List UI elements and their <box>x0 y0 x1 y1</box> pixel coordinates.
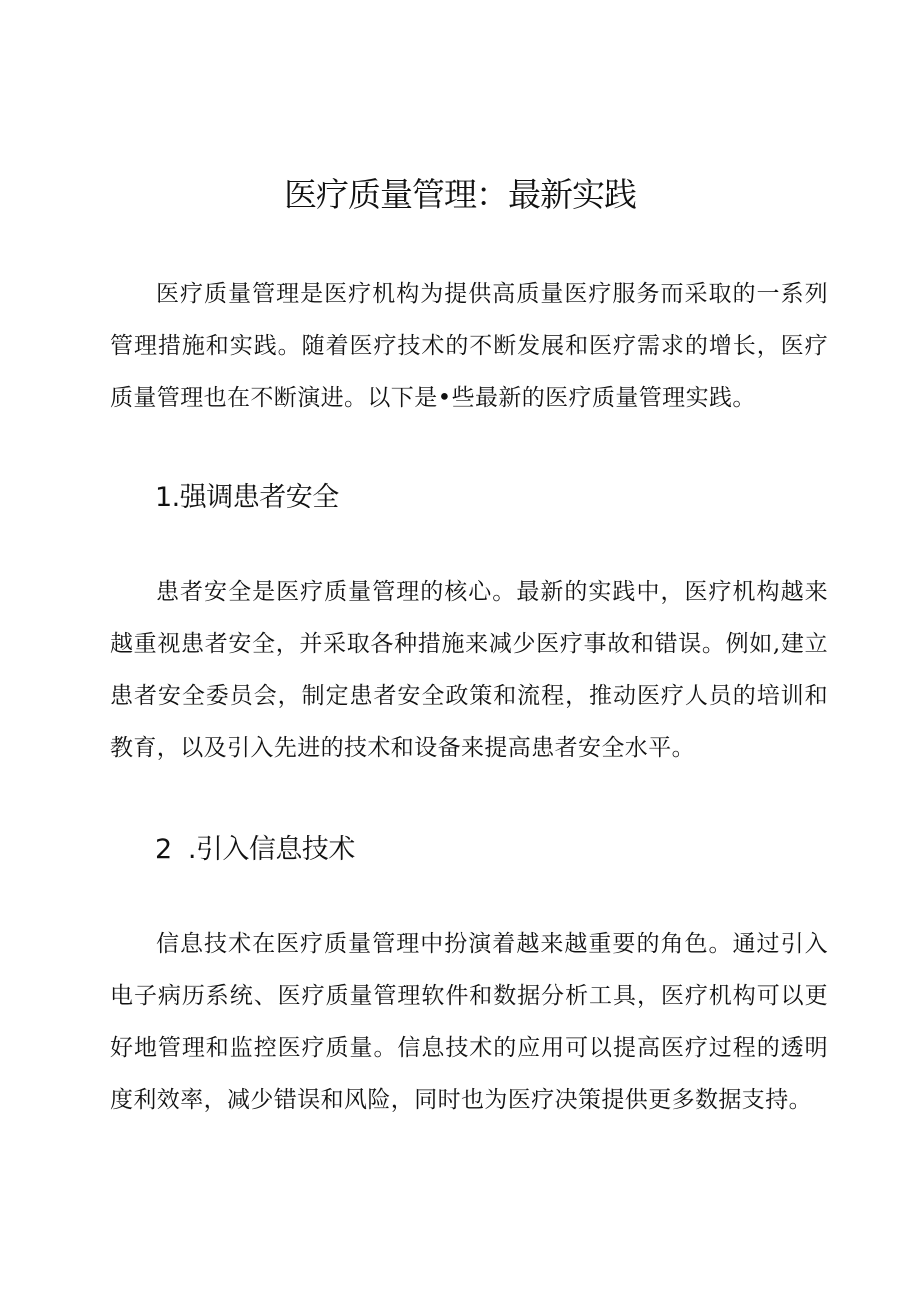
section-body-patient-safety: 患者安全是医疗质量管理的核心。最新的实践中，医疗机构越来越重视患者安全，并采取各种措施来减少医疗事故和错误。例如,建立患者安全委员会，制定患者安全政策和流程，推动医疗人员的培训和教育，以及引入先进的技术和设备来提高患者安全水平。 <box>110 579 828 761</box>
section-heading-information-technology: 2 .引入信息技术 <box>155 834 355 865</box>
intro-paragraph: 医疗质量管理是医疗机构为提供高质量医疗服务而采取的一系列管理措施和实践。随着医疗技术的不断发展和医疗需求的增长，医疗质量管理也在不断演进。以下是•些最新的医疗质量管理实践。 <box>110 281 828 411</box>
document-title: 医疗质量管理：最新实践 <box>284 175 636 214</box>
section-heading-patient-safety: 1.强调患者安全 <box>155 482 339 513</box>
section-body-information-technology: 信息技术在医疗质量管理中扮演着越来越重要的角色。通过引入电子病历系统、医疗质量管理软件和数据分析工具，医疗机构可以更好地管理和监控医疗质量。信息技术的应用可以提高医疗过程的透明度利效率，减少错误和风险，同时也为医疗决策提供更多数据支持。 <box>110 931 828 1113</box>
